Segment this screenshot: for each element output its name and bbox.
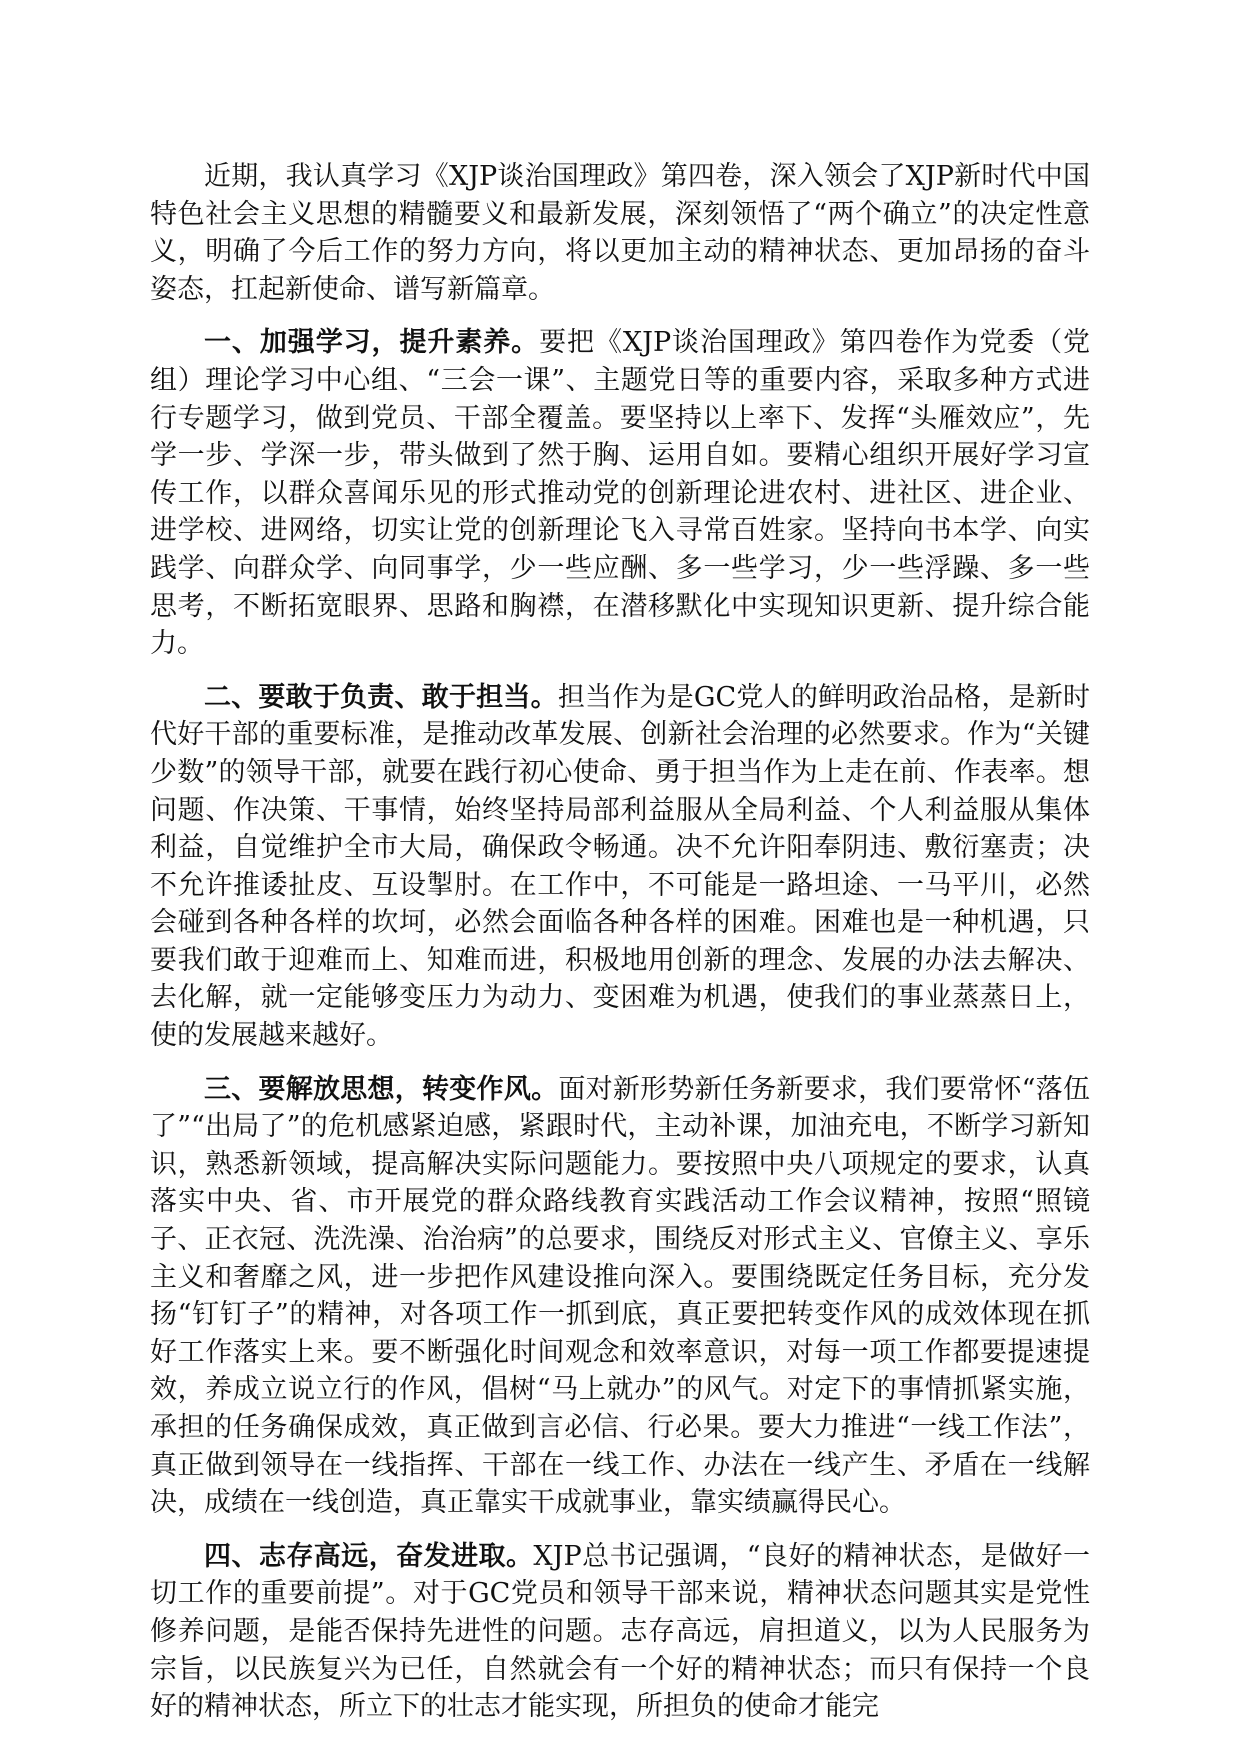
section-3-paragraph [150, 1071, 1090, 1522]
document-body [150, 158, 1090, 1742]
section-3-text: 面对新形势新任务新要求，我们要常怀“落伍了”“出局了”的危机感紧迫感，紧跟时代，主动补课，加油充电，不断学习新知识，熟悉新领域，提高解决实际问题能力。要按照中央八项规定的要求，认真落实中央、省、市开展党的群众路线教育实践活动工作会议精神，按照“照镜子、正衣冠、洗洗澡、治治病”的总要求，围绕反对形式主义、官僚主义、享乐主义和奢靡之风，进一步把作风建设推向深入。要围绕既定任务目标，充分发扬“钉钉子”的精神，对各项工作一抓到底，真正要把转变作风的成效体现在抓好工作落实上来。要不断强化时间观念和效率意识，对每一项工作都要提速提效，养成立说立行的作风，倡树“马上就办”的风气。对定下的事情抓紧实施，承担的任务确保成效，真正做到言必信、行必果。要大力推进“一线工作法”，真正做到领导在一线指挥、干部在一线工作、办法在一线产生、矛盾在一线解决，成绩在一线创造，真正靠实干成就事业，靠实绩赢得民心。 [150, 1073, 1090, 1519]
section-2-text: 担当作为是GC党人的鲜明政治品格，是新时代好干部的重要标准，是推动改革发展、创新社会治理的必然要求。作为“关键少数”的领导干部，就要在践行初心使命、勇于担当作为上走在前、作表率。想问题、作决策、干事情，始终坚持局部利益服从全局利益、个人利益服从集体利益，自觉维护全市大局，确保政令畅通。决不允许阳奉阴违、敷衍塞责；决不允许推诿扯皮、互设掣肘。在工作中，不可能是一路坦途、一马平川，必然会碰到各种各样的坎坷，必然会面临各种各样的困难。困难也是一种机遇，只要我们敢于迎难而上、知难而进，积极地用创新的理念、发展的办法去解决、去化解，就一定能够变压力为动力、变困难为机遇，使我们的事业蒸蒸日上，使的发展越来越好。 [150, 681, 1090, 1052]
section-1-heading: 一、加强学习，提升素养。 [204, 327, 540, 359]
section-3-heading: 三、要解放思想，转变作风。 [204, 1073, 559, 1105]
section-1-text: 要把《XJP谈治国理政》第四卷作为党委（党组）理论学习中心组、“三会一课”、主题党日等的重要内容，采取多种方式进行专题学习，做到党员、干部全覆盖。要坚持以上率下、发挥“头雁效应”，先学一步、学深一步，带头做到了然于胸、运用自如。要精心组织开展好学习宣传工作，以群众喜闻乐见的形式推动党的创新理论进农村、进社区、进企业、进学校、进网络，切实让党的创新理论飞入寻常百姓家。坚持向书本学、向实践学、向群众学、向同事学，少一些应酬、多一些学习，少一些浮躁、多一些思考，不断拓宽眼界、思路和胸襟，在潜移默化中实现知识更新、提升综合能力。 [150, 327, 1091, 660]
section-2-heading: 二、要敢于负责、敢于担当。 [204, 681, 558, 713]
section-4-paragraph [150, 1538, 1090, 1726]
section-2-paragraph [150, 679, 1090, 1055]
intro-paragraph [150, 158, 1090, 308]
intro-paragraph-text: 近期，我认真学习《XJP谈治国理政》第四卷，深入领会了XJP新时代中国特色社会主义思想的精髓要义和最新发展，深刻领悟了“两个确立”的决定性意义，明确了今后工作的努力方向，将以更加主动的精神状态、更加昂扬的奋斗姿态，扛起新使命、谱写新篇章。 [150, 161, 1090, 305]
section-1-paragraph [150, 324, 1090, 662]
section-4-text: XJP总书记强调，“良好的精神状态，是做好一切工作的重要前提”。对于GC党员和领导干部来说，精神状态问题其实是党性修养问题，是能否保持先进性的问题。志存高远，肩担道义，以为人民服务为宗旨，以民族复兴为已任，自然就会有一个好的精神状态；而只有保持一个良好的精神状态，所立下的壮志才能实现，所担负的使命才能完 [150, 1540, 1091, 1723]
section-4-heading: 四、志存高远，奋发进取。 [204, 1540, 534, 1572]
